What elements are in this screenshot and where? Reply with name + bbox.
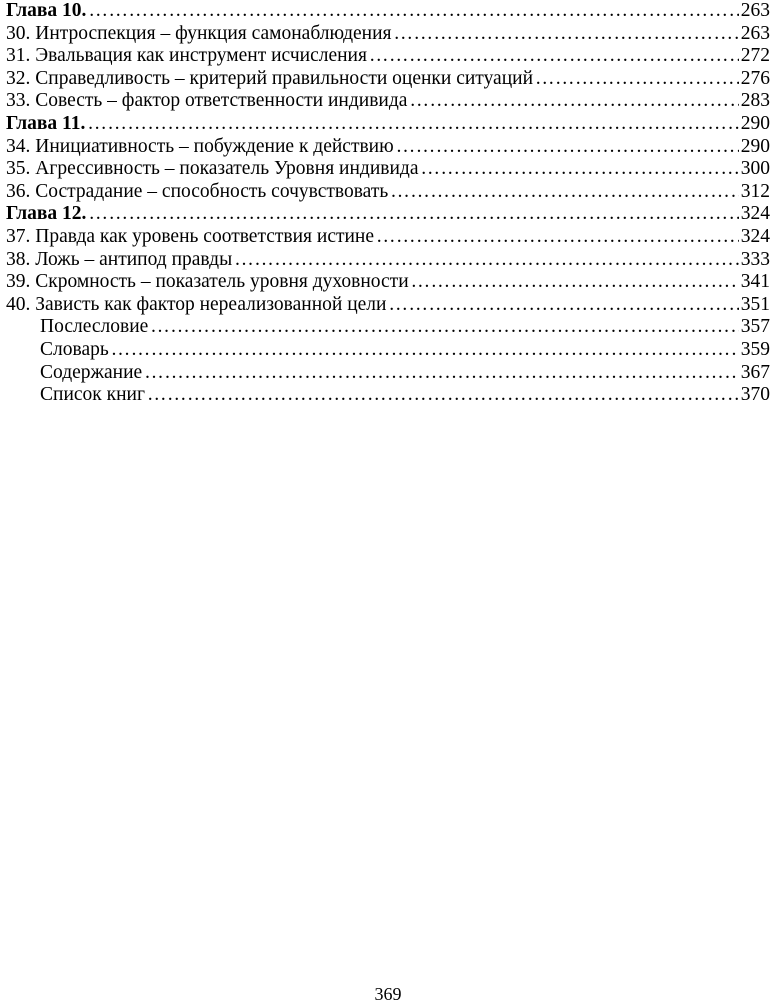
dot-leader <box>150 316 738 339</box>
toc-entry-title: Глава 11. <box>6 112 86 134</box>
toc-chapter-11 <box>6 113 770 136</box>
toc-entry-title: 32. Справедливость – критерий правильности оценки ситуаций <box>6 67 534 89</box>
toc-entry-page: 357 <box>740 316 770 338</box>
dot-leader <box>396 136 739 159</box>
toc-entry-page: 324 <box>740 203 770 225</box>
dot-leader <box>369 45 739 68</box>
toc-entry-page: 359 <box>740 338 770 360</box>
toc-entry-title: 34. Инициативность – побуждение к действию <box>6 135 394 157</box>
toc-entry-page: 341 <box>740 271 770 293</box>
toc-entry-page: 272 <box>740 45 770 67</box>
dot-leader <box>388 294 738 317</box>
toc-entry-title: 40. Зависть как фактор нереализованной цели <box>6 293 387 315</box>
toc-entry-page: 312 <box>740 180 770 202</box>
toc-item-37 <box>6 226 770 249</box>
toc-item-31 <box>6 45 770 68</box>
toc-entry-title: 33. Совесть – фактор ответственности индивида <box>6 90 408 112</box>
toc-entry-title: Список книг <box>40 384 145 406</box>
toc-afterword <box>6 316 770 339</box>
table-of-contents <box>6 0 770 407</box>
toc-entry-page: 290 <box>740 135 770 157</box>
toc-entry-page: 300 <box>740 158 770 180</box>
toc-entry-page: 367 <box>740 361 770 383</box>
dot-leader <box>144 362 739 385</box>
dot-leader <box>234 249 739 272</box>
toc-entry-title: Содержание <box>40 361 143 383</box>
toc-entry-title: 30. Интроспекция – функция самонаблюдения <box>6 22 392 44</box>
dot-leader <box>421 158 739 181</box>
toc-entry-page: 276 <box>740 67 770 89</box>
toc-entry-title: 36. Сострадание – способность сочувствовать <box>6 180 389 202</box>
dot-leader <box>88 203 738 226</box>
toc-entry-page: 333 <box>740 248 770 270</box>
toc-item-35 <box>6 158 770 181</box>
toc-item-38 <box>6 249 770 272</box>
toc-entry-page: 263 <box>740 0 770 21</box>
toc-entry-page: 283 <box>740 90 770 112</box>
toc-entry-title: 39. Скромность – показатель уровня духовности <box>6 271 409 293</box>
toc-item-36 <box>6 181 770 204</box>
toc-entry-title: Глава 12. <box>6 203 87 225</box>
toc-item-30 <box>6 23 770 46</box>
toc-chapter-12 <box>6 203 770 226</box>
toc-item-39 <box>6 271 770 294</box>
page-number: 369 <box>374 984 402 1004</box>
dot-leader <box>147 384 739 407</box>
dot-leader <box>87 113 738 136</box>
toc-item-34 <box>6 136 770 159</box>
toc-entry-title: 38. Ложь – антипод правды <box>6 248 233 270</box>
dot-leader <box>376 226 739 249</box>
toc-entry-page: 351 <box>740 293 770 315</box>
toc-entry-title: Глава 10. <box>6 0 87 21</box>
toc-item-33 <box>6 90 770 113</box>
dot-leader <box>390 181 739 204</box>
toc-entry-page: 263 <box>740 22 770 44</box>
toc-entry-title: Словарь <box>40 338 109 360</box>
dot-leader <box>535 68 739 91</box>
toc-entry-page: 290 <box>740 112 770 134</box>
toc-chapter-10 <box>6 0 770 23</box>
toc-entry-page: 370 <box>740 384 770 406</box>
toc-item-32 <box>6 68 770 91</box>
toc-entry-title: 37. Правда как уровень соответствия истине <box>6 225 375 247</box>
toc-entry-page: 324 <box>740 225 770 247</box>
dot-leader <box>88 0 738 23</box>
toc-book-list <box>6 384 770 407</box>
dot-leader <box>394 23 739 46</box>
toc-contents <box>6 362 770 385</box>
toc-item-40 <box>6 294 770 317</box>
toc-entry-title: 31. Эвальвация как инструмент исчисления <box>6 45 367 67</box>
toc-glossary <box>6 339 770 362</box>
toc-entry-title: Послесловие <box>40 316 149 338</box>
dot-leader <box>409 90 738 113</box>
dot-leader <box>411 271 739 294</box>
toc-entry-title: 35. Агрессивность – показатель Уровня индивида <box>6 158 419 180</box>
dot-leader <box>111 339 739 362</box>
